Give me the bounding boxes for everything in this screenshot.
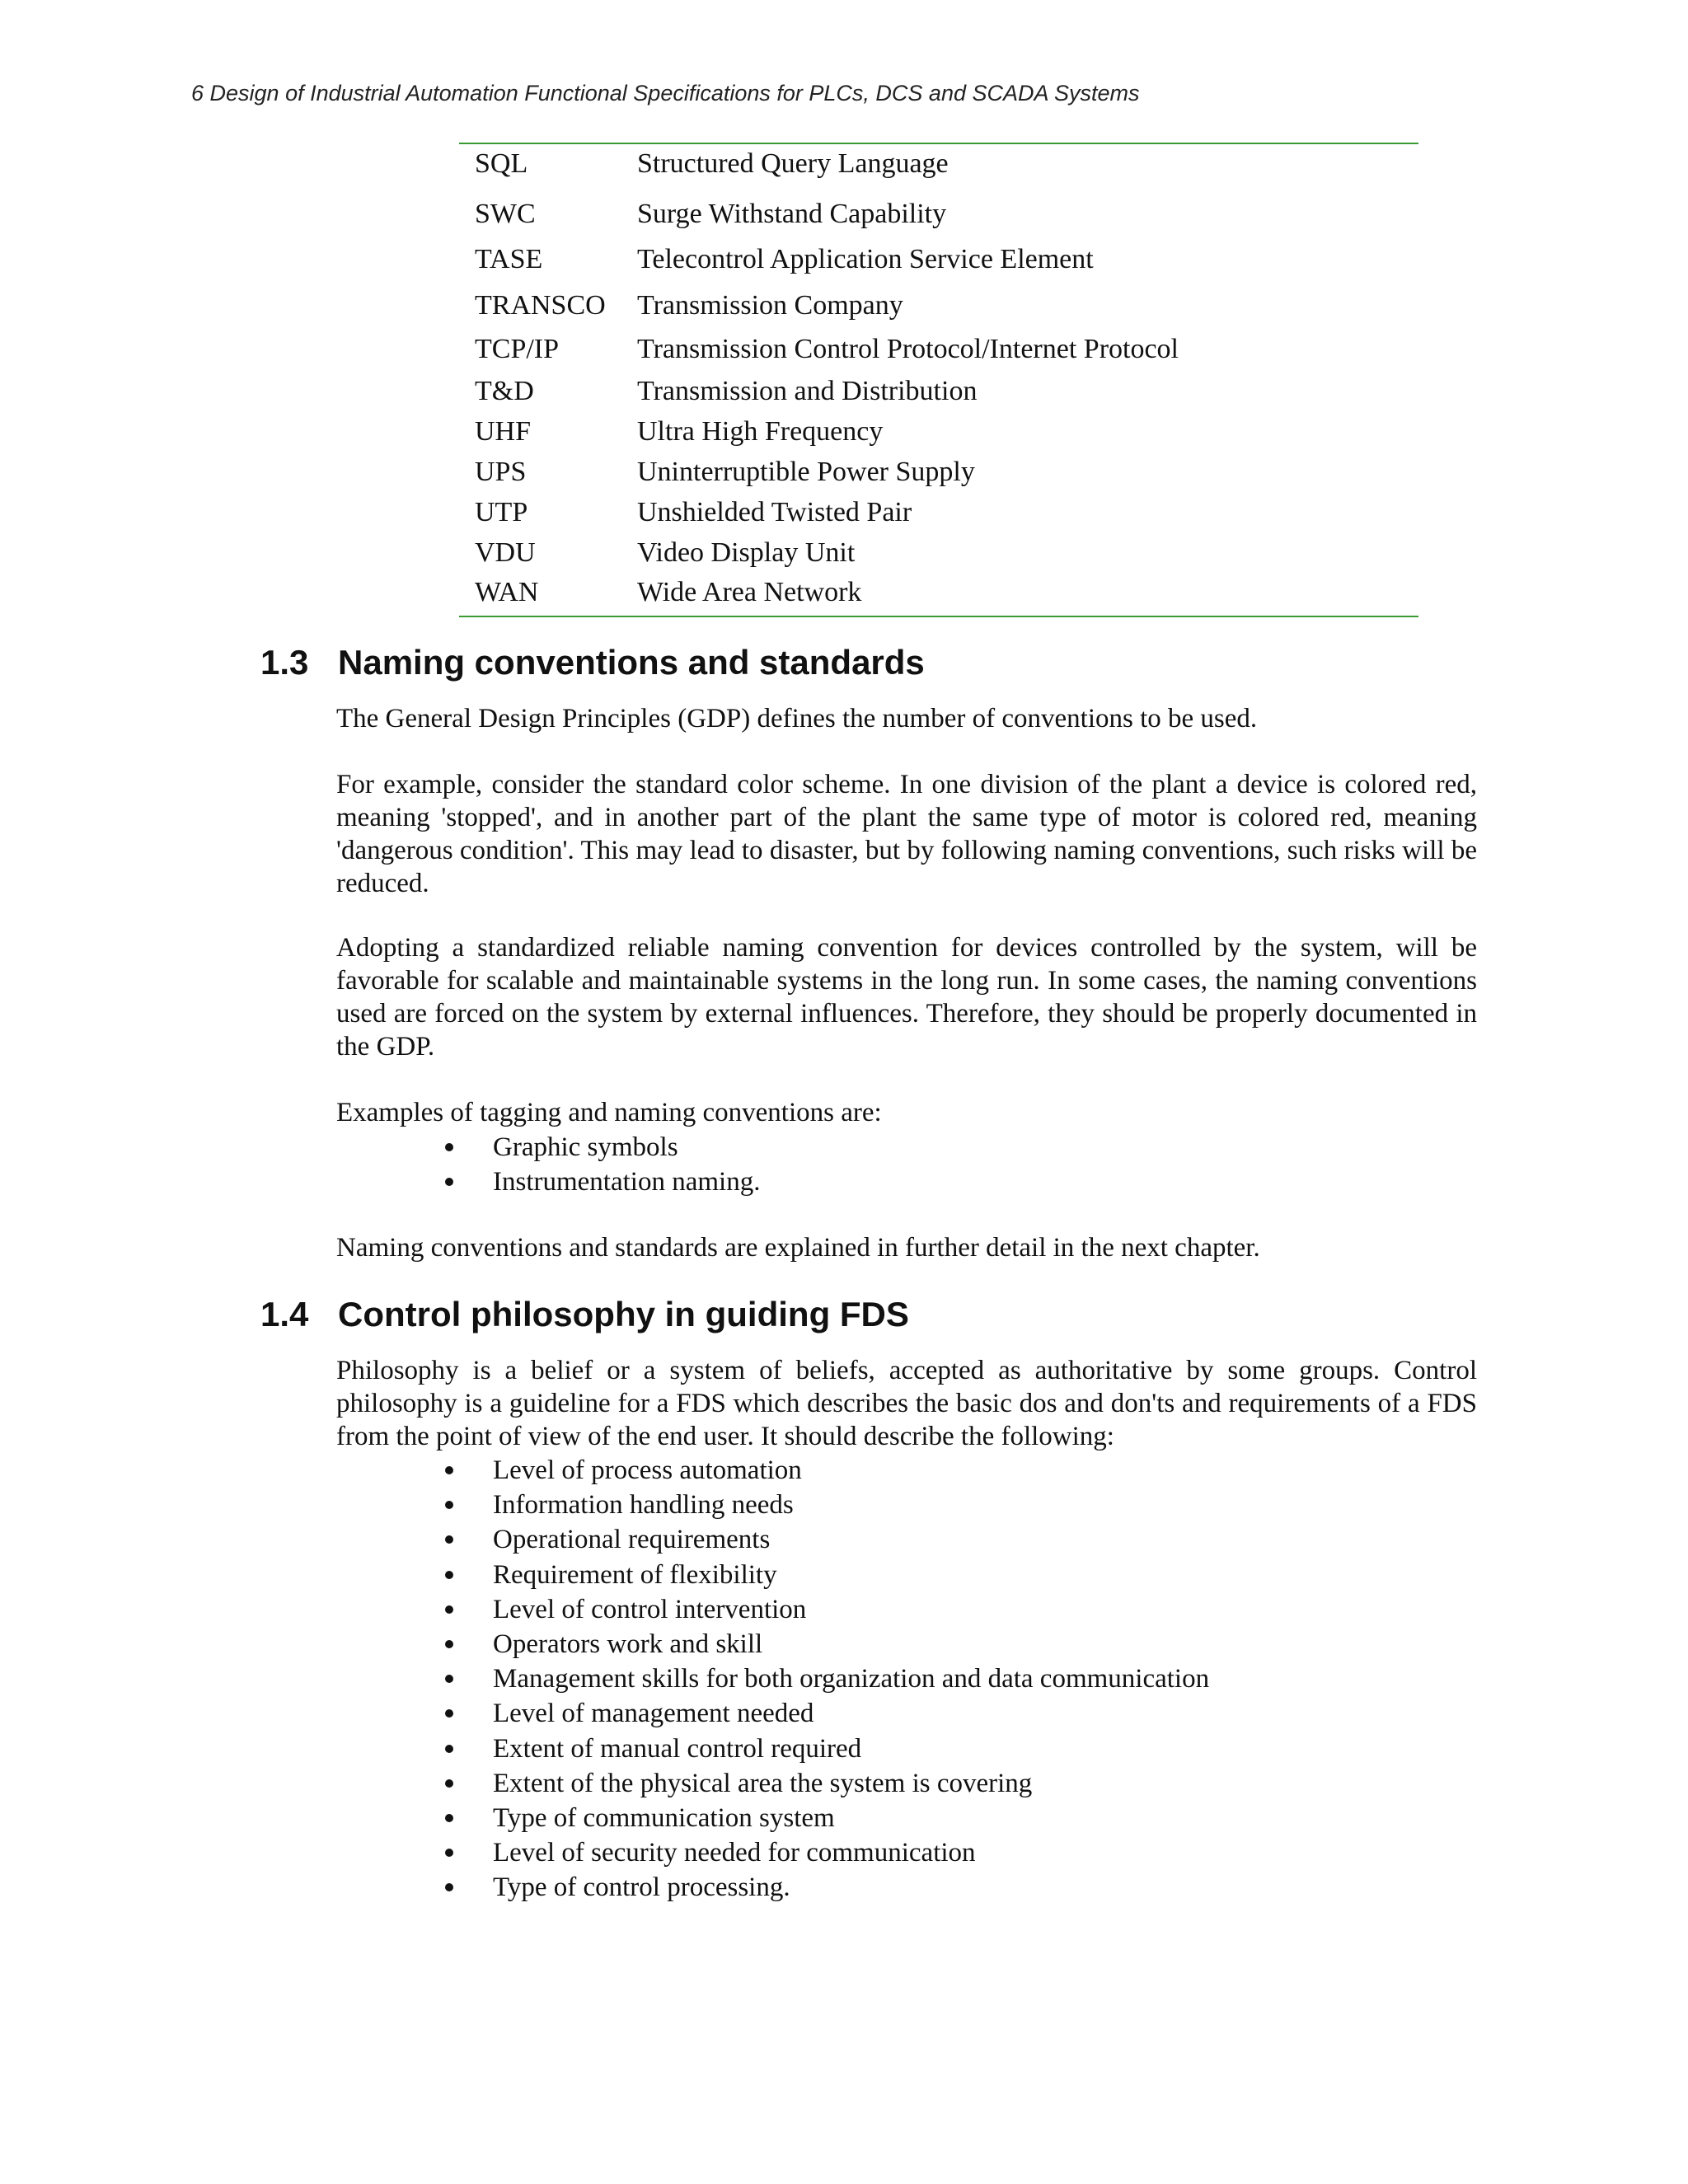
list-item — [445, 1661, 1209, 1696]
abbreviation-code: T&D — [475, 376, 534, 406]
list-item-text: Level of security needed for communication — [493, 1838, 976, 1868]
list-item — [445, 1870, 1209, 1905]
list-item-text: Operators work and skill — [493, 1629, 763, 1659]
list-item — [445, 1165, 760, 1199]
list-item — [445, 1558, 1209, 1592]
abbreviation-code: UHF — [475, 416, 532, 447]
abbreviation-code: VDU — [475, 537, 536, 568]
table-row — [459, 144, 1418, 191]
section-title: Control philosophy in guiding FDS — [338, 1295, 909, 1333]
bullet-icon — [445, 1849, 453, 1857]
abbreviation-definition: Video Display Unit — [637, 537, 856, 568]
abbreviation-code: TASE — [475, 244, 543, 274]
bullet-icon — [445, 1709, 453, 1718]
abbreviation-code: TRANSCO — [475, 290, 606, 321]
list-item — [445, 1488, 1209, 1522]
list-item — [445, 1522, 1209, 1557]
bullet-icon — [445, 1675, 453, 1683]
list-item-text: Level of management needed — [493, 1699, 814, 1729]
list-item-text: Operational requirements — [493, 1525, 771, 1555]
paragraph: Examples of tagging and naming conventions are: — [336, 1098, 882, 1127]
paragraph: For example, consider the standard color scheme. In one division of the plant a device is colored red, meaning 'stopped', and in another part of the plant the same type of motor is colored red, meaning 'dangerous condition'. This may lead to disaster, but by following naming conventions, such risks will be reduced. — [336, 770, 1477, 898]
bullet-list — [445, 1453, 1209, 1905]
section-number: 1.3 — [260, 643, 309, 682]
abbreviation-definition: Transmission Control Protocol/Internet Protocol — [637, 334, 1179, 364]
running-header: 6 Design of Industrial Automation Functional Specifications for PLCs, DCS and SCADA Systems — [191, 81, 1140, 105]
list-item-text: Information handling needs — [493, 1490, 794, 1521]
abbreviation-definition: Transmission Company — [637, 290, 903, 321]
abbreviation-code: TCP/IP — [475, 334, 560, 364]
bullet-icon — [445, 1745, 453, 1753]
list-item — [445, 1835, 1209, 1870]
list-item — [445, 1592, 1209, 1627]
section-heading — [260, 1295, 909, 1334]
table-row — [459, 237, 1418, 283]
section-title: Naming conventions and standards — [338, 643, 925, 682]
abbreviation-definition: Wide Area Network — [637, 577, 862, 607]
list-item — [445, 1732, 1209, 1766]
list-item — [445, 1453, 1209, 1488]
abbreviation-code: WAN — [475, 577, 539, 607]
list-item-text: Requirement of flexibility — [493, 1559, 777, 1590]
list-item-text: Instrumentation naming. — [493, 1167, 761, 1197]
abbreviation-definition: Telecontrol Application Service Element — [637, 244, 1094, 274]
list-item-text: Management skills for both organization and data communication — [493, 1664, 1210, 1694]
bullet-icon — [445, 1571, 453, 1579]
abbreviation-definition: Unshielded Twisted Pair — [637, 497, 912, 527]
abbreviation-definition: Ultra High Frequency — [637, 416, 884, 447]
paragraph: Adopting a standardized reliable naming convention for devices controlled by the system, will be favorable for scalable and maintainable systems in the long run. In some cases, the naming conventions used are forced on the system by external influences. Therefore, they should be properly documented in the GDP. — [336, 933, 1477, 1062]
list-item — [445, 1801, 1209, 1835]
list-item-text: Extent of the physical area the system is covering — [493, 1768, 1033, 1798]
table-row — [459, 283, 1418, 328]
abbreviation-definition: Structured Query Language — [637, 148, 949, 179]
abbreviation-code: UPS — [475, 457, 527, 487]
bullet-list — [445, 1130, 760, 1199]
paragraph: Philosophy is a belief or a system of beliefs, accepted as authoritative by some groups. Control philosophy is a guideline for a FDS which describes the basic dos and don'ts and requirements of a FDS from the point of view of the end user. It should describe the following: — [336, 1356, 1477, 1451]
table-row — [459, 191, 1418, 237]
abbreviation-definition: Transmission and Distribution — [637, 376, 978, 406]
table-row — [459, 452, 1418, 492]
list-item-text: Type of communication system — [493, 1802, 835, 1833]
abbreviation-code: UTP — [475, 497, 528, 527]
list-item-text: Graphic symbols — [493, 1132, 678, 1162]
list-item — [445, 1696, 1209, 1731]
table-row — [459, 371, 1418, 411]
bullet-icon — [445, 1883, 453, 1891]
table-row — [459, 328, 1418, 371]
list-item-text: Extent of manual control required — [493, 1733, 862, 1764]
abbreviation-definition: Uninterruptible Power Supply — [637, 457, 975, 487]
list-item — [445, 1766, 1209, 1801]
bullet-icon — [445, 1605, 453, 1614]
bullet-icon — [445, 1466, 453, 1474]
list-item-text: Level of process automation — [493, 1455, 802, 1485]
list-item — [445, 1130, 760, 1165]
bullet-icon — [445, 1501, 453, 1509]
abbreviation-table — [459, 143, 1418, 617]
bullet-icon — [445, 1178, 453, 1186]
bullet-icon — [445, 1143, 453, 1151]
table-row — [459, 573, 1418, 616]
bullet-icon — [445, 1640, 453, 1648]
paragraph: The General Design Principles (GDP) defines the number of conventions to be used. — [336, 704, 1258, 733]
bullet-icon — [445, 1535, 453, 1544]
paragraph: Naming conventions and standards are explained in further detail in the next chapter. — [336, 1233, 1260, 1263]
table-row — [459, 492, 1418, 532]
table-row — [459, 532, 1418, 573]
abbreviation-definition: Surge Withstand Capability — [637, 199, 947, 229]
bullet-icon — [445, 1779, 453, 1788]
table-row — [459, 411, 1418, 452]
abbreviation-code: SWC — [475, 199, 536, 229]
list-item-text: Type of control processing. — [493, 1872, 790, 1903]
section-heading — [260, 643, 925, 682]
list-item-text: Level of control intervention — [493, 1594, 807, 1624]
list-item — [445, 1627, 1209, 1661]
bullet-icon — [445, 1814, 453, 1822]
section-number: 1.4 — [260, 1295, 309, 1333]
abbreviation-code: SQL — [475, 148, 528, 179]
